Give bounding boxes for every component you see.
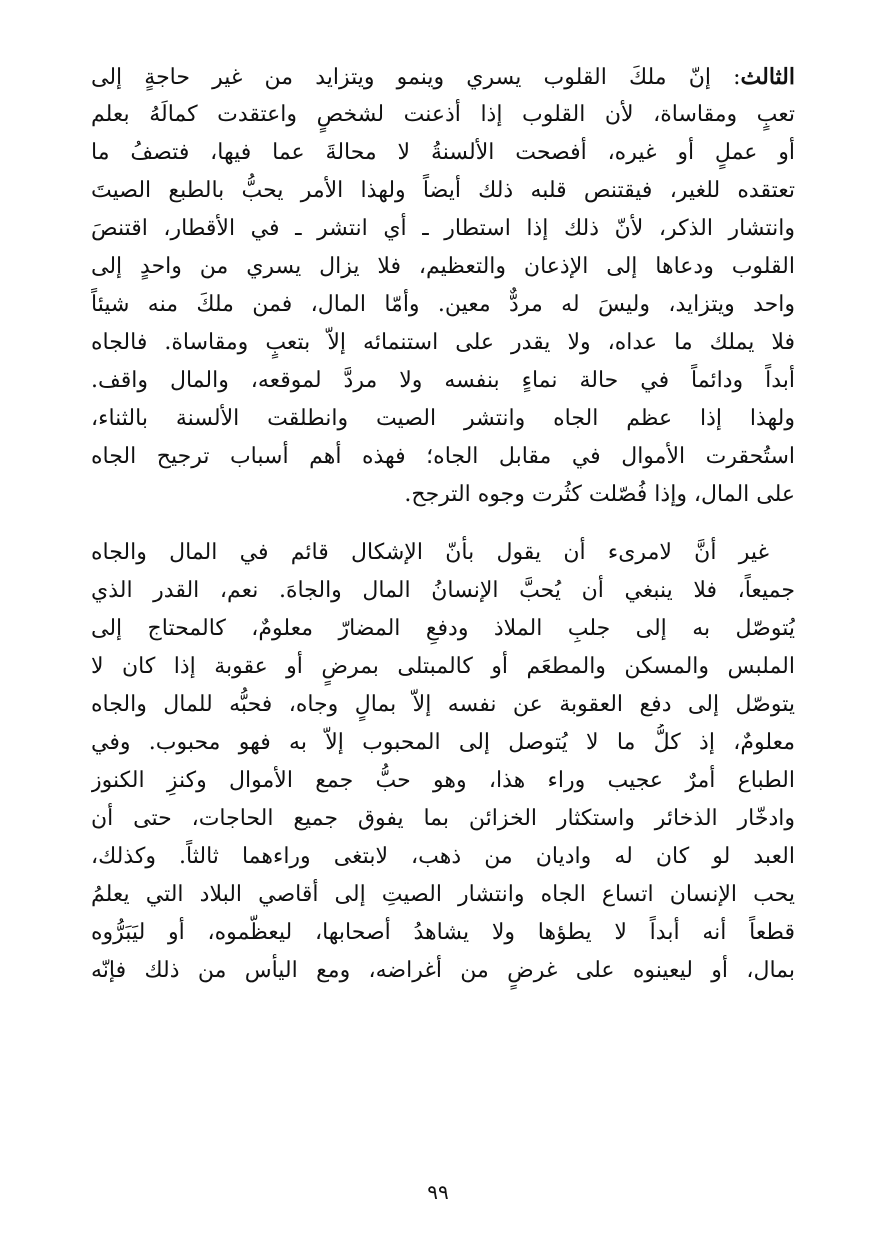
text-line: يُتوصّل به إلى جلبِ الملاذ ودفعِ المضارّ معلومٌ، كالمحتاج إلى — [91, 616, 795, 641]
text-line: الطباع أمرٌ عجيب وراء هذا، وهو حبُّ جمع الأموال وكنزِ الكنوز — [91, 768, 795, 793]
section-lead-word: الثالث — [740, 64, 795, 90]
text-line: ولهذا إذا عظم الجاه وانتشر الصيت وانطلقت الألسنة بالثناء، — [91, 406, 795, 431]
text-line: يتوصّل إلى دفع العقوبة عن نفسه إلاّ بمالٍ وجاه، فحبُّه للمال والجاه — [91, 692, 795, 717]
text-line: يحب الإنسان اتساع الجاه وانتشار الصيتِ إلى أقاصي البلاد التي يعلمُ — [91, 882, 795, 907]
text-line: أو عملٍ أو غيره، أفصحت الألسنةُ لا محالةَ عما فيها، فتصفُ ما — [91, 140, 795, 165]
text-line: الملبس والمسكن والمطعَم أو كالمبتلى بمرضٍ أو عقوبة إذا كان لا — [91, 654, 795, 679]
paragraph-1 — [91, 58, 795, 514]
text-line: القلوب ودعاها إلى الإذعان والتعظيم، فلا يزال يسري من واحدٍ إلى — [91, 254, 795, 279]
text-line: وادخّار الذخائر واستكثار الخزائن بما يفوق جميع الحاجات، حتى أن — [91, 806, 795, 831]
text-line: تعبٍ ومقاساة، لأن القلوب إذا أذعنت لشخصٍ واعتقدت كمالَهُ بعلم — [91, 102, 795, 127]
paragraph-2 — [91, 534, 795, 990]
page-body — [91, 58, 795, 990]
text-line: أبداً ودائماً في حالة نماءٍ بنفسه ولا مردَّ لموقعه، والمال واقف. — [91, 368, 795, 393]
text-line: على المال، وإذا فُصّلت كثُرت وجوه الترجح. — [404, 482, 795, 507]
text-line: استُحقرت الأموال في مقابل الجاه؛ فهذه أهم أسباب ترجيح الجاه — [91, 444, 795, 469]
text-line: بمال، أو ليعينوه على غرضٍ من أغراضه، ومع اليأس من ذلك فإنّه — [91, 958, 795, 983]
text-line: العبد لو كان له واديان من ذهب، لابتغى وراءهما ثالثاً. وكذلك، — [91, 844, 795, 869]
text-line — [91, 58, 795, 96]
text-line: غير أنَّ لامرىء أن يقول بأنّ الإشكال قائم في المال والجاه — [91, 540, 769, 565]
text-fragment: : إنّ ملكَ القلوب يسري وينمو ويتزايد من غير حاجةٍ إلى — [91, 65, 741, 90]
text-line: قطعاً أنه أبداً لا يطؤها ولا يشاهدُ أصحابها، ليعظّموه، أو ليَبَرُّوه — [91, 920, 795, 945]
text-line: واحد ويتزايد، وليسَ له مردٌّ معين. وأمّا المال، فمن ملكَ منه شيئاً — [91, 292, 795, 317]
text-line: تعتقده للغير، فيقتنص قلبه ذلك أيضاً ولهذا الأمر يحبُّ بالطبع الصيتَ — [91, 178, 795, 203]
page-number: ٩٩ — [427, 1180, 449, 1204]
text-line: وانتشار الذكر، لأنّ ذلك إذا استطار ـ أي انتشر ـ في الأقطار، اقتنصَ — [91, 216, 795, 241]
text-line: جميعاً، فلا ينبغي أن يُحبَّ الإنسانُ المال والجاهَ. نعم، القدر الذي — [91, 578, 795, 603]
text-line: معلومٌ، إذ كلُّ ما لا يُتوصل إلى المحبوب إلاّ به فهو محبوب. وفي — [91, 730, 795, 755]
text-line: فلا يملك ما عداه، ولا يقدر على استنمائه إلاّ بتعبٍ ومقاساة. فالجاه — [91, 330, 795, 355]
